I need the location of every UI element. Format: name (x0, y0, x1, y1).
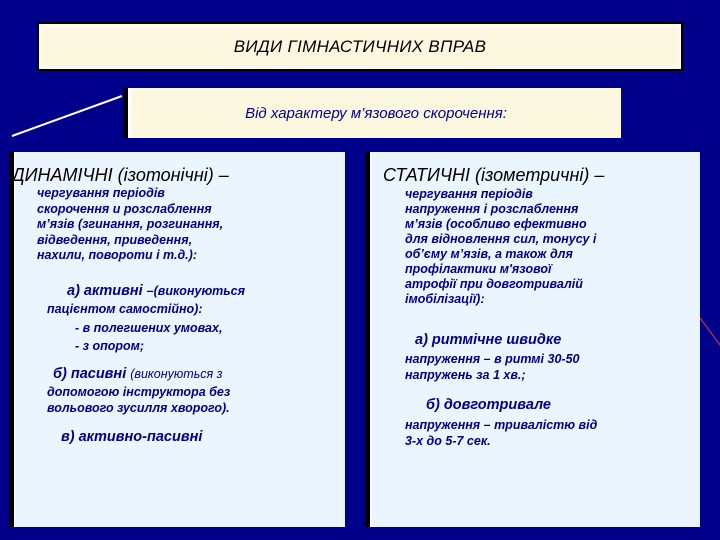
left-active-details (47, 302, 222, 355)
left-desc-line: відведення, приведення, (37, 232, 193, 247)
left-active-label: а) активні (67, 283, 143, 299)
right-panel (370, 152, 700, 527)
left-desc-line: м’язів (згинання, розгинання, (37, 217, 224, 231)
left-passive-note: (виконуються з (130, 367, 223, 381)
left-active (67, 283, 245, 299)
right-desc-line: чергування періодів (405, 187, 533, 201)
left-panel (14, 152, 345, 527)
right-desc-line: профілактики м'язової (405, 262, 552, 276)
left-heading: ДИНАМІЧНІ (ізотонічні) – (12, 165, 229, 185)
left-active-note: –(виконуються (146, 284, 245, 298)
right-description (405, 187, 596, 307)
subtitle-box (128, 88, 621, 138)
left-passive-line: допомогою інструктора без (47, 385, 231, 399)
left-passive (53, 366, 222, 382)
left-active-line: пацієнтом самостійно): (47, 302, 203, 316)
right-long-label: б) довготривале (426, 397, 551, 413)
right-long-line: 3-х до 5-7 сек. (405, 433, 491, 448)
left-desc-line: чергування періодів (37, 186, 165, 200)
right-desc-line: об’єму м’язів, а також для (405, 247, 573, 261)
right-desc-line: для відновлення сил, тонусу і (405, 232, 597, 246)
right-rhythmic-details (405, 352, 579, 383)
right-desc-line: напруження і розслаблення (405, 202, 579, 216)
page-title: ВИДИ ГІМНАСТИЧНИХ ВПРАВ (233, 36, 487, 56)
right-desc-line: атрофії при довготривалій (405, 277, 583, 291)
left-passive-line: вольового зусилля хворого). (47, 400, 230, 415)
left-passive-label: б) пасивні (53, 366, 127, 382)
subtitle: Від характеру м’язового скорочення: (245, 104, 507, 122)
left-mixed-label: в) активно-пасивні (61, 429, 203, 445)
right-rhythmic-line: напружень за 1 хв.; (405, 367, 526, 382)
right-long-line: напруження – тривалістю від (405, 418, 598, 432)
left-description (37, 186, 223, 264)
right-desc-line: м’язів (особливо ефективно (405, 217, 587, 231)
left-desc-line: скорочення и розслаблення (37, 201, 212, 216)
right-long-details (405, 418, 597, 449)
connector-diagonal (12, 96, 122, 136)
right-rhythmic-line: напруження – в ритмі 30-50 (405, 352, 580, 366)
right-heading: СТАТИЧНІ (ізометричні) – (383, 165, 605, 185)
left-passive-details (47, 385, 230, 416)
edge-accent-line (700, 318, 720, 345)
left-desc-line: нахили, повороти і т.д.): (37, 248, 197, 262)
right-desc-line: імобілізації): (405, 292, 485, 306)
right-rhythmic-label: а) ритмічне швидке (415, 332, 562, 348)
title-box (37, 22, 683, 71)
left-active-line: - в полегшених умовах, (75, 320, 223, 335)
left-active-line: - з опором; (75, 339, 145, 353)
